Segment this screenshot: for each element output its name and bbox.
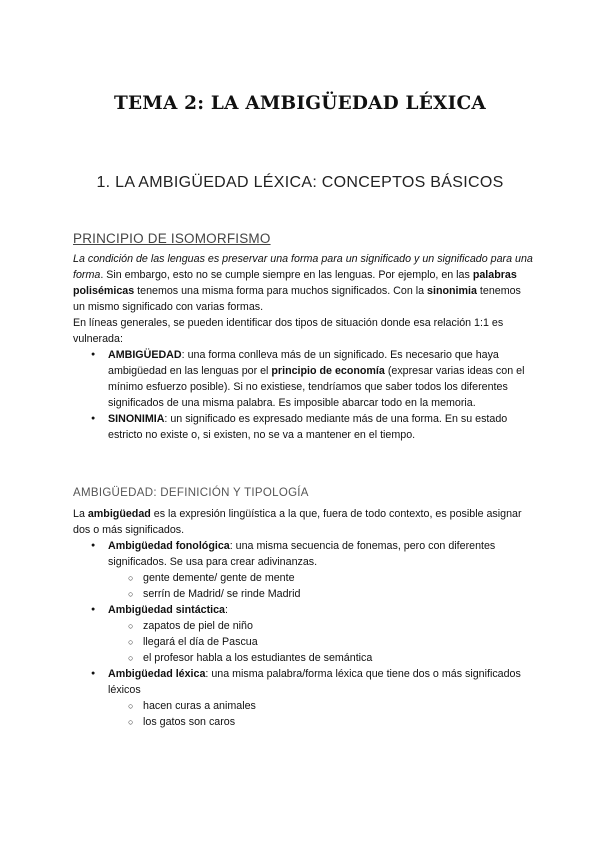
definicion-block [73,506,533,730]
intro-a: La [73,508,88,520]
list-item-fonologica [73,538,533,602]
term-ambiguedad: AMBIGÜEDAD [108,349,182,361]
ambiguedad-text-a: : una forma conlleva más de un significado. Es necesario que haya ambigüedad en las lenguas por el [108,349,499,377]
bold-sinonimia: sinonimia [427,285,477,297]
situations-list [73,347,533,443]
list-item: ○ el profesor habla a los estudiantes de semántica [73,650,533,666]
text-c: tenemos un mismo significado con varias formas. [73,285,521,313]
intro-b: es la expresión lingüística a la que, fuera de todo contexto, es posible asignar dos o más significados. [73,508,522,536]
fonologica-examples [108,570,533,602]
tipologia-list [73,538,533,730]
list-item: ○ llegará el día de Pascua [73,634,533,650]
subheading-definicion: AMBIGÜEDAD: DEFINICIÓN Y TIPOLOGÍA [73,487,309,499]
document-title: TEMA 2: LA AMBIGÜEDAD LÉXICA [114,93,486,114]
list-item-sinonimia [73,411,533,443]
list-item: ○ gente demente/ gente de mente [73,570,533,586]
list-item-sintactica [73,602,533,666]
lexica-text: : una misma palabra/forma léxica que tiene dos o más significados léxicos [108,668,521,696]
text-a: . Sin embargo, esto no se cumple siempre en las lenguas. Por ejemplo, en las [100,269,473,281]
subheading-isomorfismo: PRINCIPIO DE ISOMORFISMO [73,231,271,246]
situations-paragraph: En líneas generales, se pueden identificar dos tipos de situación donde esa relación 1:1 es vulnerada: [73,317,504,345]
bold-ambiguedad: ambigüedad [87,508,151,520]
term-lexica: Ambigüedad léxica [108,668,206,680]
sinonimia-text: : un significado es expresado mediante más de una forma. En su estado estricto no existe o, si existen, no se va a mantener en el tiempo. [108,413,508,441]
isomorfismo-block [73,251,533,443]
term-sinonimia: SINONIMIA [108,413,165,425]
term-fonologica: Ambigüedad fonológica [108,540,230,552]
text-b: tenemos una misma forma para muchos significados. Con la [134,285,428,297]
sintactica-examples [108,618,533,666]
list-item: ○ zapatos de piel de niño [73,618,533,634]
sintactica-text: : [225,604,228,616]
italic-intro: La condición de las lenguas es preservar una forma para un significado y un significado para una forma [73,253,533,281]
definicion-paragraph [73,506,533,538]
list-item-ambiguedad [73,347,533,411]
section-heading-conceptos: 1. LA AMBIGÜEDAD LÉXICA: CONCEPTOS BÁSICOS [96,174,504,191]
fonologica-text: : una misma secuencia de fonemas, pero con diferentes significados. Se usa para crear adivinanzas. [108,540,496,568]
bold-polisemicas: palabras polisémicas [73,269,517,297]
list-item-lexica [73,666,533,730]
ambiguedad-text-b: (expresar varias ideas con el mínimo esfuerzo posible). Si no existiese, tendríamos que saber todos los diferentes significados de una misma palabra. Es imposible abarcar todo en la memoria. [108,365,525,409]
bold-economia: principio de economía [271,365,385,377]
lexica-examples [108,698,533,730]
list-item: ○ serrín de Madrid/ se rinde Madrid [73,586,533,602]
list-item: ○ hacen curas a animales [73,698,533,714]
isomorfismo-paragraph [73,251,533,315]
list-item: ○ los gatos son caros [73,714,533,730]
term-sintactica: Ambigüedad sintáctica [108,604,225,616]
